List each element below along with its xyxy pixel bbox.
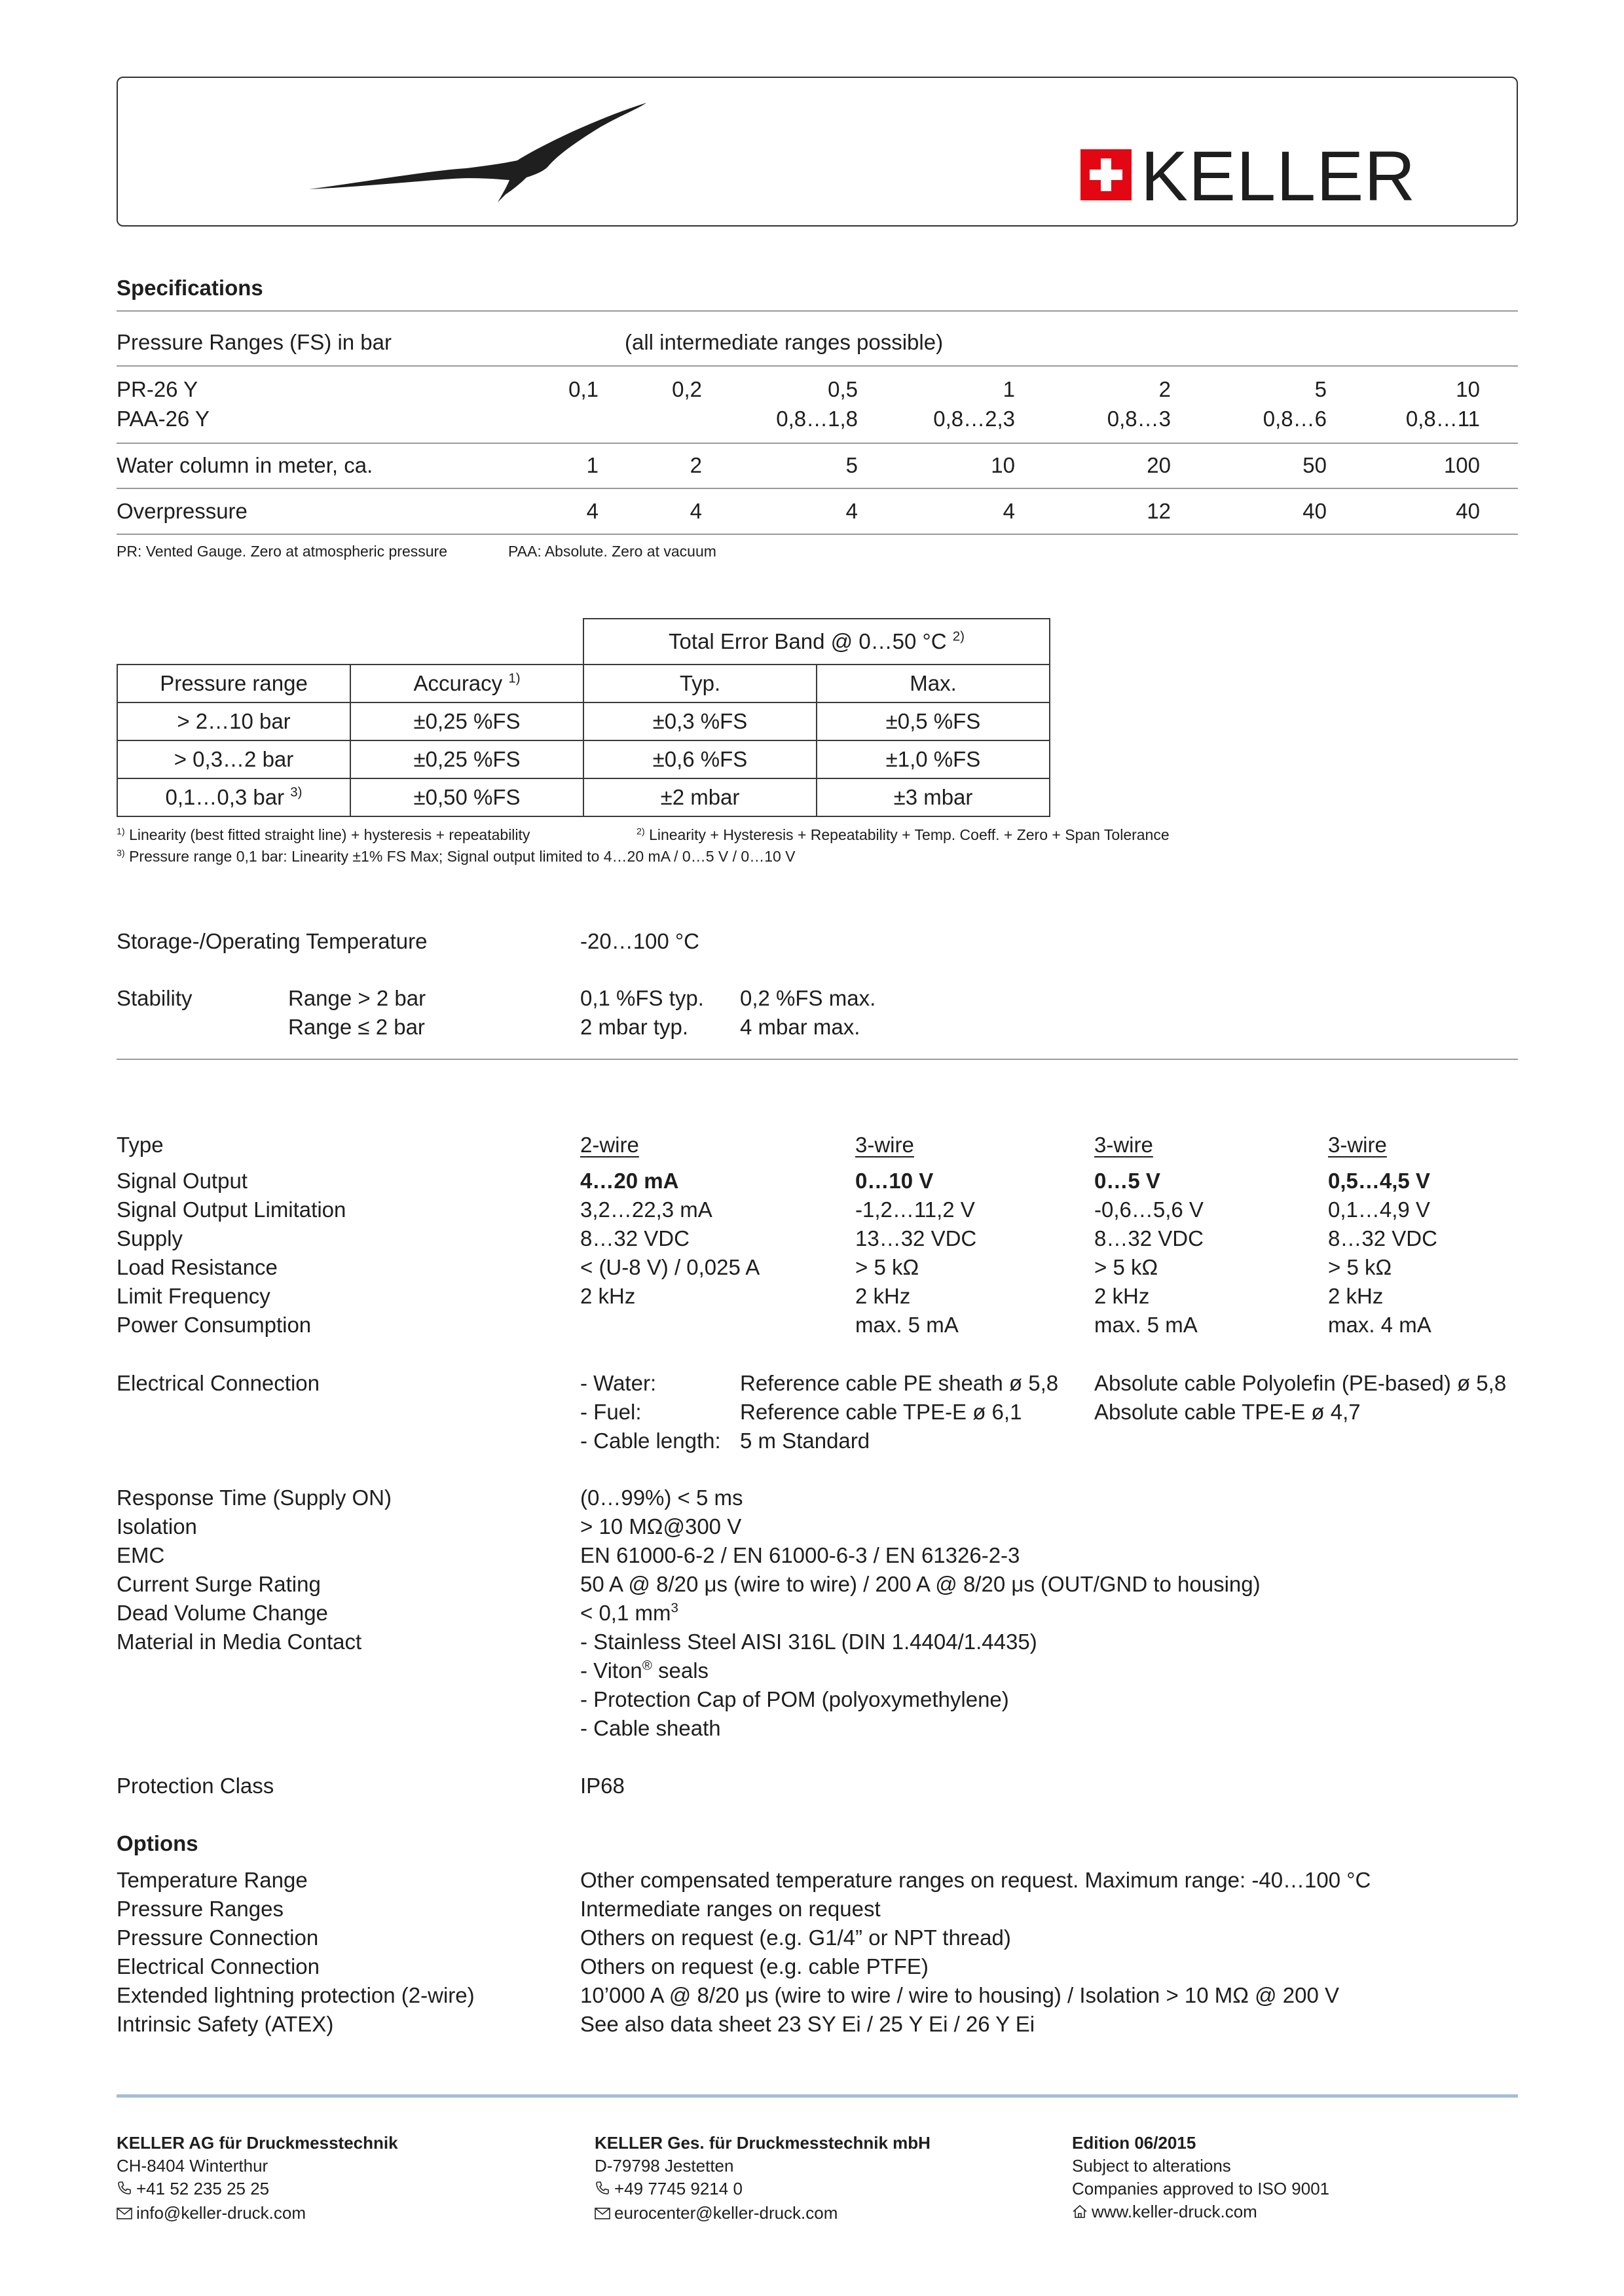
option-value: See also data sheet 23 SY Ei / 25 Y Ei / 26 Y Ei	[580, 2012, 1035, 2036]
paa-value: 0,8…1,8	[776, 407, 858, 431]
power-value: max. 5 mA	[855, 1313, 959, 1337]
surge-value: 50 A @ 8/20 μs (wire to wire) / 200 A @ 8/20 μs (OUT/GND to housing)	[580, 1572, 1261, 1596]
signal-value: 0…10 V	[855, 1169, 934, 1193]
material-item: - Cable sheath	[580, 1716, 721, 1740]
option-label: Pressure Ranges	[117, 1897, 284, 1921]
pr-value: 0,1	[568, 377, 599, 401]
water-value: 2	[690, 453, 702, 477]
connection-fuel-abs: Absolute cable TPE-E ø 4,7	[1094, 1400, 1361, 1424]
typ-cell: ±2 mbar	[583, 778, 817, 816]
bird-logo	[309, 98, 650, 209]
load-value: > 5 kΩ	[1328, 1255, 1392, 1279]
footer-col-3	[1072, 2132, 1329, 2225]
material-label: Material in Media Contact	[117, 1630, 362, 1654]
footer-note: Companies approved to ISO 9001	[1072, 2179, 1330, 2198]
water-value: 20	[1147, 453, 1171, 477]
phone-icon	[595, 2179, 614, 2202]
freq-label: Limit Frequency	[117, 1284, 270, 1308]
dead-volume-value: < 0,1 $mm^3$	[580, 1600, 678, 1625]
typ-cell: ±0,3 %FS	[583, 702, 817, 740]
type-label: Type	[117, 1133, 164, 1157]
over-value: 4	[1003, 499, 1015, 523]
footnote-1: $^{1)}$ Linearity (best fitted straight line) + hysteresis + repeatability	[117, 826, 530, 843]
supply-value: 8…32 VDC	[1094, 1226, 1204, 1250]
emc-value: EN 61000-6-2 / EN 61000-6-3 / EN 61326-2-3	[580, 1543, 1020, 1567]
connection-length-value: 5 m Standard	[740, 1429, 870, 1453]
limitation-value: -1,2…11,2 V	[855, 1197, 975, 1222]
options-heading: Options	[117, 1831, 198, 1855]
accuracy-table	[117, 618, 1050, 817]
isolation-value: > 10 MΩ@300 V	[580, 1514, 742, 1539]
max-cell: ±0,5 %FS	[817, 702, 1050, 740]
limitation-value: 0,1…4,9 V	[1328, 1197, 1430, 1222]
col-accuracy-header: Accuracy $^{1)}$	[350, 665, 583, 702]
footer-address: CH-8404 Winterthur	[117, 2156, 268, 2176]
pr-value: 0,5	[828, 377, 858, 401]
supply-value: 8…32 VDC	[580, 1226, 690, 1250]
paa-value: 0,8…6	[1263, 407, 1327, 431]
connection-label: Electrical Connection	[117, 1371, 320, 1395]
limitation-label: Signal Output Limitation	[117, 1197, 346, 1222]
type-value: 3-wire	[1328, 1133, 1387, 1157]
col-max-header: Max.	[817, 665, 1050, 702]
stability-typ-1: 0,1 %FS typ.	[580, 986, 704, 1010]
footer-address: D-79798 Jestetten	[595, 2156, 734, 2176]
material-item: - Protection Cap of POM (polyoxymethylene)	[580, 1687, 1009, 1711]
footer-phone: +49 7745 9214 0	[595, 2178, 931, 2202]
supply-value: 13…32 VDC	[855, 1226, 977, 1250]
divider	[117, 310, 1518, 312]
divider	[117, 365, 1518, 367]
load-value: > 5 kΩ	[855, 1255, 919, 1279]
typ-cell: ±0,6 %FS	[583, 740, 817, 778]
type-value: 2-wire	[580, 1133, 639, 1157]
isolation-label: Isolation	[117, 1514, 197, 1539]
water-value: 50	[1302, 453, 1327, 477]
connection-length-key: - Cable length:	[580, 1429, 721, 1453]
protection-value: IP68	[580, 1774, 625, 1798]
response-label: Response Time (Supply ON)	[117, 1485, 392, 1510]
home-icon	[1072, 2202, 1092, 2225]
max-cell: ±1,0 %FS	[817, 740, 1050, 778]
col-typ-header: Typ.	[583, 665, 817, 702]
pr-value: 10	[1456, 377, 1480, 401]
paa-label: PAA-26 Y	[117, 407, 210, 431]
power-value: max. 5 mA	[1094, 1313, 1198, 1337]
footer-company: KELLER AG für Druckmesstechnik	[117, 2133, 398, 2153]
divider	[117, 1059, 1518, 1060]
option-label: Extended lightning protection (2-wire)	[117, 1983, 475, 2007]
divider	[117, 443, 1518, 444]
load-value: > 5 kΩ	[1094, 1255, 1158, 1279]
table-row	[117, 702, 1050, 740]
phone-icon	[117, 2179, 136, 2202]
footnote-3: $^{3)}$ Pressure range 0,1 bar: Linearity ±1% FS Max; Signal output limited to 4…20 mA / 0…5 V / 0…10 V	[117, 848, 796, 865]
ranges-note: (all intermediate ranges possible)	[625, 330, 944, 354]
footer-company: KELLER Ges. für Druckmesstechnik mbH	[595, 2133, 931, 2153]
signal-label: Signal Output	[117, 1169, 248, 1193]
limitation-value: -0,6…5,6 V	[1094, 1197, 1204, 1222]
freq-value: 2 kHz	[1328, 1284, 1384, 1308]
limitation-value: 3,2…22,3 mA	[580, 1197, 712, 1222]
option-value: Others on request (e.g. G1/4” or NPT thread)	[580, 1925, 1011, 1950]
max-cell: ±3 mbar	[817, 778, 1050, 816]
paa-value: 0,8…3	[1107, 407, 1171, 431]
dead-volume-label: Dead Volume Change	[117, 1601, 328, 1625]
accuracy-cell: ±0,50 %FS	[350, 778, 583, 816]
water-label: Water column in meter, ca.	[117, 453, 373, 477]
material-item: - Stainless Steel AISI 316L (DIN 1.4404/1.4435)	[580, 1630, 1037, 1654]
footer-edition: Edition 06/2015	[1072, 2133, 1196, 2153]
footer-phone: +41 52 235 25 25	[117, 2178, 398, 2202]
connection-water-abs: Absolute cable Polyolefin (PE-based) ø 5,8	[1094, 1371, 1507, 1395]
range-cell: > 2…10 bar	[117, 702, 350, 740]
table-row	[117, 778, 1050, 816]
stability-max-2: 4 mbar max.	[740, 1015, 860, 1039]
col-range-header: Pressure range	[117, 665, 350, 702]
footer-col-1	[117, 2132, 398, 2225]
pr-value: 1	[1003, 377, 1015, 401]
divider	[117, 488, 1518, 489]
note-paa: PAA: Absolute. Zero at vacuum	[508, 543, 716, 560]
water-value: 10	[991, 453, 1015, 477]
option-value: 10’000 A @ 8/20 μs (wire to wire / wire to housing) / Isolation > 10 MΩ @ 200 V	[580, 1983, 1339, 2007]
footnote-2: $^{2)}$ Linearity + Hysteresis + Repeatability + Temp. Coeff. + Zero + Span Tolerance	[637, 826, 1170, 843]
load-value: < (U-8 V) / 0,025 A	[580, 1255, 760, 1279]
surge-label: Current Surge Rating	[117, 1572, 321, 1596]
divider	[117, 534, 1518, 535]
footer-email[interactable]: eurocenter@keller-druck.com	[595, 2202, 931, 2226]
footer-note: Subject to alterations	[1072, 2156, 1231, 2176]
teb-header: Total Error Band @ 0…50 °C $^{2)}$	[583, 619, 1050, 665]
connection-water-key: - Water:	[580, 1371, 657, 1395]
stability-range-2: Range ≤ 2 bar	[288, 1015, 425, 1039]
water-value: 5	[845, 453, 858, 477]
table-row	[117, 740, 1050, 778]
option-label: Pressure Connection	[117, 1925, 319, 1950]
brand-name: KELLER	[1141, 136, 1416, 215]
over-value: 4	[690, 499, 702, 523]
ranges-label: Pressure Ranges (FS) in bar	[117, 330, 392, 354]
stability-max-1: 0,2 %FS max.	[740, 986, 876, 1010]
specs-heading: Specifications	[117, 276, 263, 300]
range-cell: > 0,3…2 bar	[117, 740, 350, 778]
over-value: 12	[1147, 499, 1171, 523]
pr-value: 0,2	[672, 377, 702, 401]
option-value: Intermediate ranges on request	[580, 1897, 881, 1921]
over-value: 40	[1302, 499, 1327, 523]
footer-divider	[117, 2094, 1518, 2098]
over-value: 4	[845, 499, 858, 523]
pr-value: 5	[1314, 377, 1327, 401]
pr-value: 2	[1158, 377, 1171, 401]
water-value: 1	[586, 453, 599, 477]
note-pr: PR: Vented Gauge. Zero at atmospheric pressure	[117, 543, 447, 560]
pr-label: PR-26 Y	[117, 377, 198, 401]
paa-value: 0,8…2,3	[933, 407, 1015, 431]
freq-value: 2 kHz	[1094, 1284, 1150, 1308]
supply-value: 8…32 VDC	[1328, 1226, 1437, 1250]
footer-col-2	[595, 2132, 931, 2225]
freq-value: 2 kHz	[580, 1284, 636, 1308]
temp-label: Storage-/Operating Temperature	[117, 929, 428, 953]
mail-icon	[595, 2202, 614, 2225]
power-label: Power Consumption	[117, 1313, 312, 1337]
connection-fuel-ref: Reference cable TPE-E ø 6,1	[740, 1400, 1022, 1424]
type-value: 3-wire	[855, 1133, 914, 1157]
water-value: 100	[1443, 453, 1480, 477]
range-cell: 0,1…0,3 bar $^{3)}$	[117, 778, 350, 816]
stability-typ-2: 2 mbar typ.	[580, 1015, 689, 1039]
option-label: Intrinsic Safety (ATEX)	[117, 2012, 334, 2036]
response-value: (0…99%) < 5 ms	[580, 1485, 743, 1510]
option-label: Temperature Range	[117, 1868, 308, 1892]
option-value: Others on request (e.g. cable PTFE)	[580, 1954, 929, 1978]
connection-water-ref: Reference cable PE sheath ø 5,8	[740, 1371, 1059, 1395]
connection-fuel-key: - Fuel:	[580, 1400, 642, 1424]
accuracy-cell: ±0,25 %FS	[350, 740, 583, 778]
freq-value: 2 kHz	[855, 1284, 911, 1308]
emc-label: EMC	[117, 1543, 165, 1567]
signal-value: 0…5 V	[1094, 1169, 1160, 1193]
option-label: Electrical Connection	[117, 1954, 320, 1978]
load-label: Load Resistance	[117, 1255, 278, 1279]
signal-value: 4…20 mA	[580, 1169, 679, 1193]
stability-label: Stability	[117, 986, 193, 1010]
power-value: max. 4 mA	[1328, 1313, 1431, 1337]
material-item: - Viton® seals	[580, 1658, 709, 1683]
stability-range-1: Range > 2 bar	[288, 986, 426, 1010]
type-value: 3-wire	[1094, 1133, 1153, 1157]
mail-icon	[117, 2202, 136, 2225]
header-box	[117, 77, 1518, 227]
signal-value: 0,5…4,5 V	[1328, 1169, 1430, 1193]
supply-label: Supply	[117, 1226, 183, 1250]
over-label: Overpressure	[117, 499, 248, 523]
accuracy-cell: ±0,25 %FS	[350, 702, 583, 740]
protection-label: Protection Class	[117, 1774, 274, 1798]
over-value: 40	[1456, 499, 1480, 523]
footer-web[interactable]: www.keller-druck.com	[1072, 2200, 1329, 2225]
swiss-cross-logo	[1080, 149, 1132, 200]
option-value: Other compensated temperature ranges on request. Maximum range: -40…100 °C	[580, 1868, 1371, 1892]
over-value: 4	[586, 499, 599, 523]
paa-value: 0,8…11	[1405, 407, 1480, 431]
footer-email[interactable]: info@keller-druck.com	[117, 2202, 398, 2226]
temp-value: -20…100 °C	[580, 929, 699, 953]
